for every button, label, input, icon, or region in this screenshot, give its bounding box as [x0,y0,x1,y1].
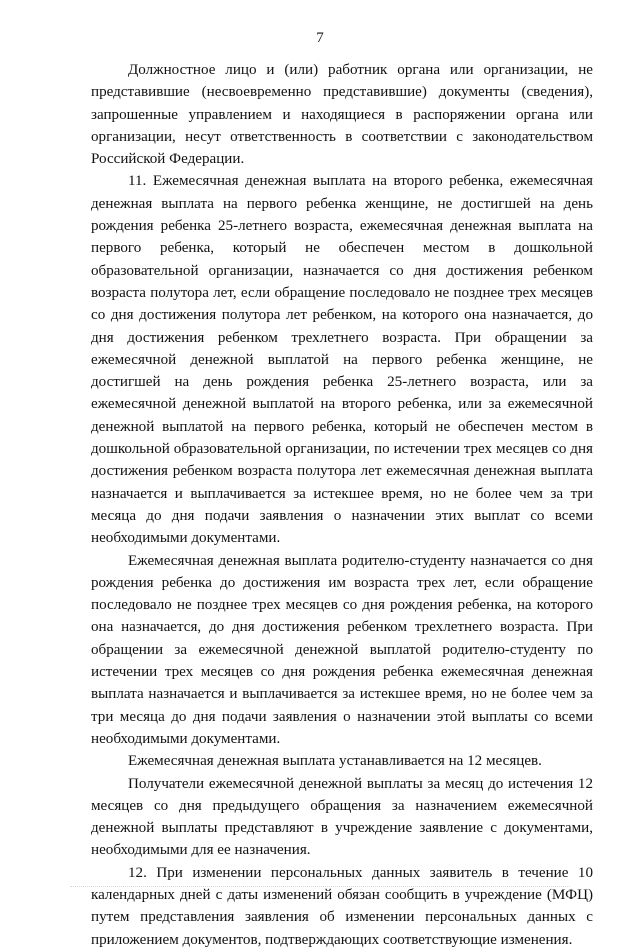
document-body [91,59,593,951]
paragraph-12-personal-data-change: 12. При изменении персональных данных заявитель в течение 10 календарных дней с даты изменений обязан сообщить в учреждение (МФЦ) путем представления заявления об изменении персональных данных с приложением документов, подтверждающих соответствующие изменения. [91,864,593,948]
page-number: 7 [316,30,324,46]
paragraph-student-parent-payment: Ежемесячная денежная выплата родителю-студенту назначается со дня рождения ребенка до достижения им возраста трех лет, если обращение последовало не позднее трех месяцев со дня рождения ребенка, на которого она назначается, до дня достижения ребенком трехлетнего возраста. При обращении за ежемесячной денежной выплатой родителю-студенту по истечении трех месяцев со дня рождения ребенка ежемесячная денежная выплата назначается и выплачивается за истекшее время, но не более чем за три месяца до дня подачи заявления о назначении этой выплаты со всеми необходимыми документами. [91,552,593,747]
paragraph-payment-duration: Ежемесячная денежная выплата устанавливается на 12 месяцев. [128,753,542,770]
paragraph-renewal-application: Получатели ежемесячной денежной выплаты за месяц до истечения 12 месяцев со дня предыдущего обращения за назначением ежемесячной денежной выплаты представляют в учреждение заявление с документами, необходимыми для ее назначения. [91,775,593,859]
scan-artifact-line [70,886,570,890]
paragraph-responsibility: Должностное лицо и (или) работник органа или организации, не представившие (несвоевременно представившие) документы (сведения), запрошенные управлением и находящиеся в распоряжении органа или организации, несут ответственность в соответствии с законодательством Российской Федерации. [91,62,593,168]
paragraph-11-monthly-payment-assignment: 11. Ежемесячная денежная выплата на второго ребенка, ежемесячная денежная выплата на первого ребенка женщине, не достигшей на день рождения ребенка 25-летнего возраста, ежемесячная денежная выплата на первого ребенка, который не обеспечен местом в дошкольной образовательной организации, назначается со дня достижения ребенком возраста полутора лет, если обращение последовало не позднее трех месяцев со дня достижения полутора лет ребенком, на которого она назначается, до дня достижения ребенком трехлетнего возраста. При обращении за ежемесячной денежной выплатой на первого ребенка женщине, не достигшей на день рождения ребенка 25-летнего возраста, или за ежемесячной денежной выплатой на второго ребенка, или за ежемесячной денежной выплатой на первого ребенка, который не обеспечен местом в дошкольной образовательной организации, по истечении трех месяцев со дня достижения ребенком возраста полутора лет ежемесячная денежная выплата назначается и выплачивается за истекшее время, но не более чем за три месяца до дня подачи заявления о назначении этих выплат со всеми необходимыми документами. [91,173,593,547]
